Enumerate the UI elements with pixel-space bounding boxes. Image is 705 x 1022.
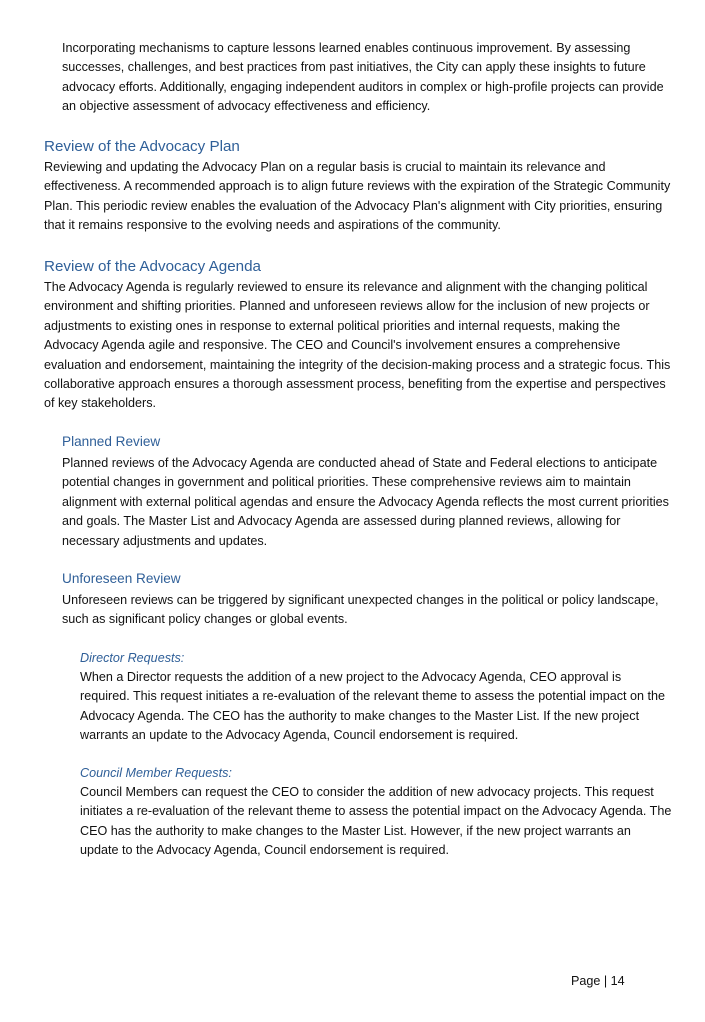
- subheading-council-requests: Council Member Requests:: [80, 766, 232, 780]
- section-heading-review-plan: Review of the Advocacy Plan: [44, 138, 240, 155]
- planned-review-paragraph: Planned reviews of the Advocacy Agenda are conducted ahead of State and Federal elections to anticipate potential changes in government and political priorities. These comprehensive reviews aim to maintain alignment with external political agendas and ensure the Advocacy Agenda reflects the most current priorities and goals. The Master List and Advocacy Agenda are assessed during planned reviews, allowing for necessary adjustments and updates.: [62, 456, 669, 548]
- review-agenda-paragraph: The Advocacy Agenda is regularly reviewed to ensure its relevance and alignment with the changing political environment and shifting priorities. Planned and unforeseen reviews allow for the inclusion of new projects or adjustments to existing ones in response to external political priorities and internal requests, making the Advocacy Agenda agile and responsive. The CEO and Council's involvement ensures a comprehensive evaluation and endorsement, maintaining the integrity of the decision-making process and a strategic focus. This collaborative approach ensures a thorough assessment process, benefiting from the expertise and perspectives of key stakeholders.: [44, 280, 671, 411]
- subheading-planned-review: Planned Review: [62, 434, 161, 449]
- subheading-director-requests: Director Requests:: [80, 651, 185, 665]
- council-requests-paragraph: Council Members can request the CEO to consider the addition of new advocacy projects. This request initiates a re-evaluation of the relevant theme to assess the potential impact on the Advocacy Agenda. The CEO has the authority to make changes to the Master List. However, if the new project warrants an update to the Advocacy Agenda, Council endorsement is required.: [80, 785, 672, 858]
- subheading-unforeseen-review: Unforeseen Review: [62, 571, 181, 586]
- director-requests-paragraph: When a Director requests the addition of a new project to the Advocacy Agenda, CEO approval is required. This request initiates a re-evaluation of the relevant theme to assess the potential impact on the Advocacy Agenda. The CEO has the authority to make changes to the Master List. If the new project warrants an update to the Advocacy Agenda, Council endorsement is required.: [80, 670, 666, 743]
- review-plan-paragraph: Reviewing and updating the Advocacy Plan on a regular basis is crucial to maintain its relevance and effectiveness. A recommended approach is to align future reviews with the expiration of the Strategic Community Plan. This periodic review enables the evaluation of the Advocacy Plan's alignment with City priorities, ensuring that it remains responsive to the evolving needs and aspirations of the community.: [44, 160, 671, 233]
- page-number: Page | 14: [571, 974, 625, 988]
- intro-paragraph: Incorporating mechanisms to capture lessons learned enables continuous improvement. By assessing successes, challenges, and best practices from past initiatives, the City can apply these insights to future advocacy efforts. Additionally, engaging independent auditors in complex or high-profile projects can provide an objective assessment of advocacy effectiveness and efficiency.: [62, 41, 664, 114]
- unforeseen-review-paragraph: Unforeseen reviews can be triggered by significant unexpected changes in the political or policy landscape, such as significant policy changes or global events.: [62, 593, 659, 627]
- section-heading-review-agenda: Review of the Advocacy Agenda: [44, 258, 261, 275]
